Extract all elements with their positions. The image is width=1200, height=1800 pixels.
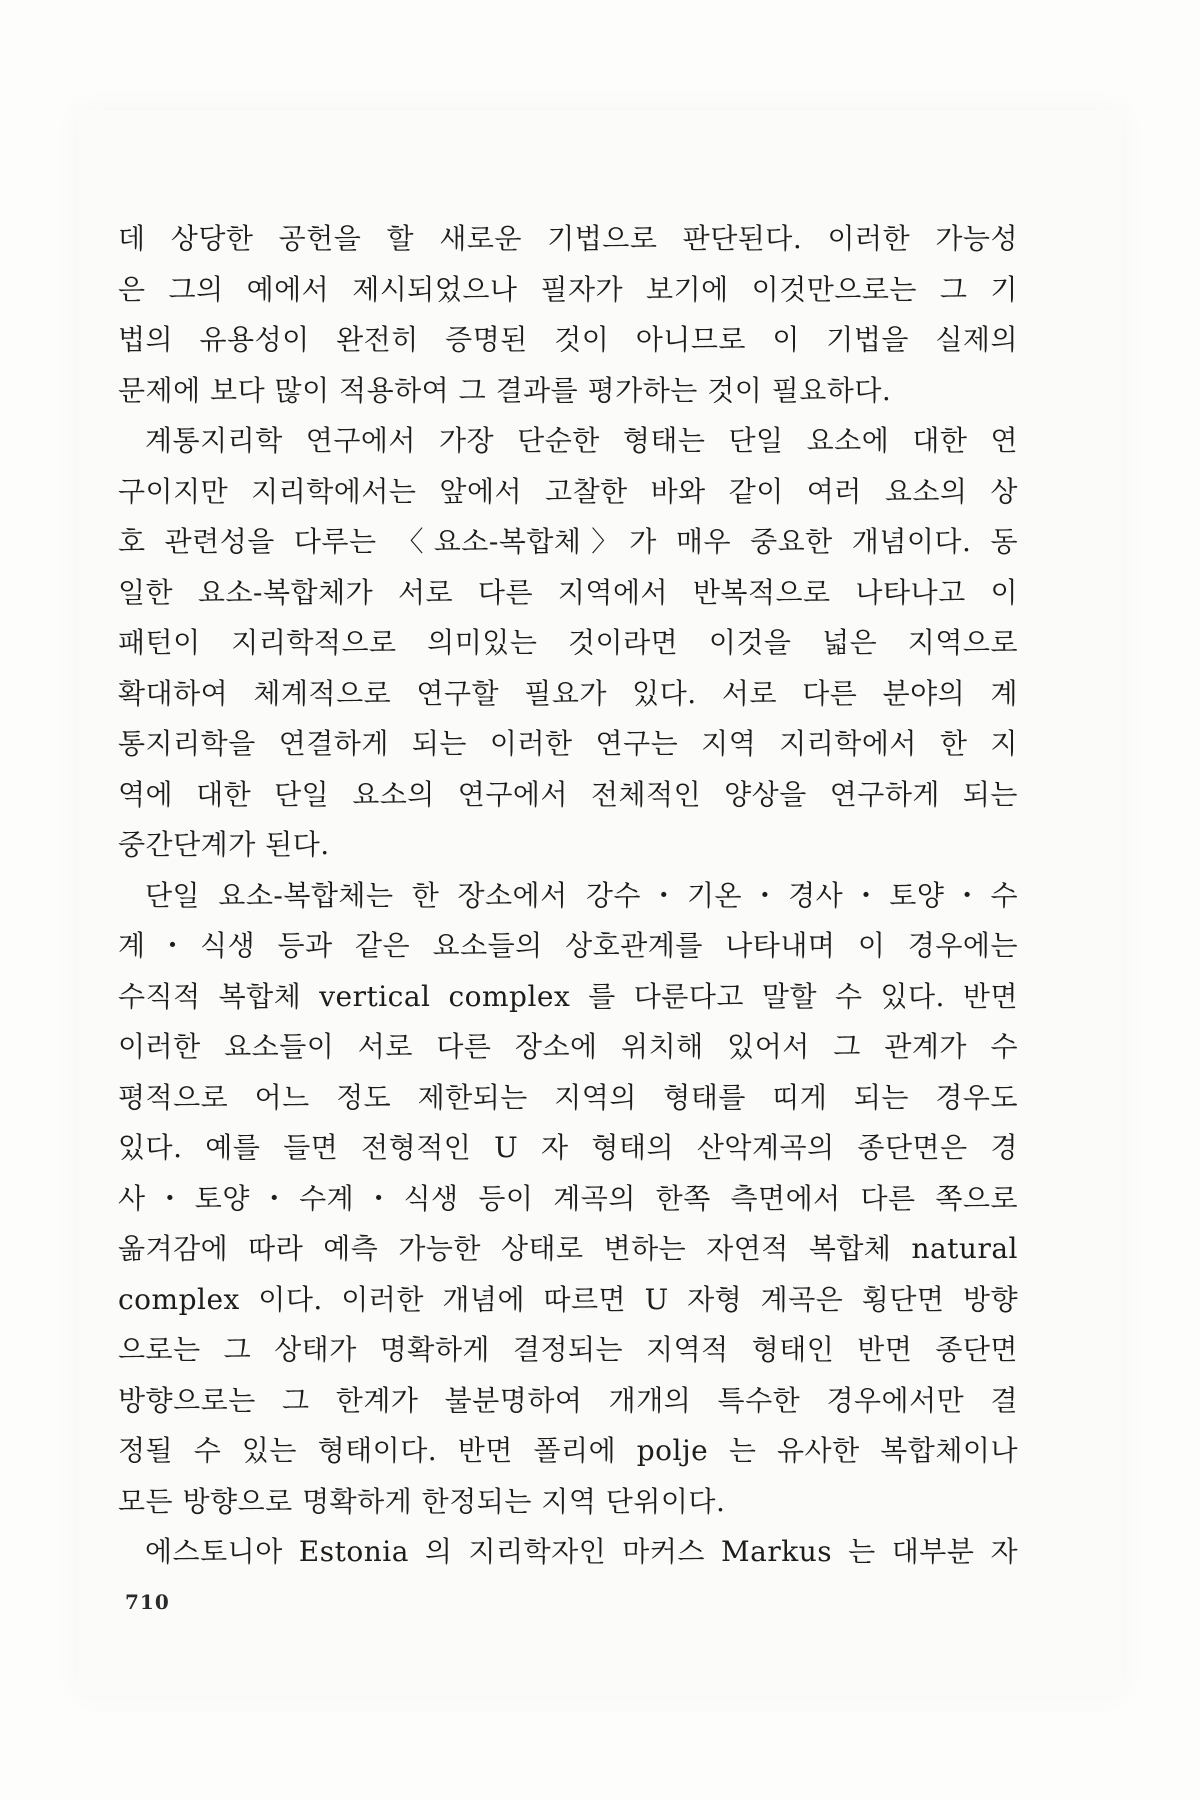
text-line: 계・식생 등과 같은 요소들의 상호관계를 나타내며 이 경우에는 xyxy=(118,929,1018,962)
text-line: complex 이다. 이러한 개념에 따르면 U 자형 계곡은 횡단면 방향 xyxy=(118,1282,1018,1316)
text-line: 으로는 그 상태가 명확하게 결정되는 지역적 형태인 반면 종단면 xyxy=(118,1333,1018,1366)
text-line: 데 상당한 공헌을 할 새로운 기법으로 판단된다. 이러한 가능성 xyxy=(118,222,1018,255)
text-line: 패턴이 지리학적으로 의미있는 것이라면 이것을 넓은 지역으로 xyxy=(118,626,1018,659)
text-line: 역에 대한 단일 요소의 연구에서 전체적인 양상을 연구하게 되는 xyxy=(118,777,1018,811)
text-line: 확대하여 체계적으로 연구할 필요가 있다. 서로 다른 분야의 계 xyxy=(118,676,1018,710)
text-line: 수직적 복합체 vertical complex 를 다룬다고 말할 수 있다. 반면 xyxy=(118,979,1018,1013)
text-line: 평적으로 어느 정도 제한되는 지역의 형태를 띠게 되는 경우도 xyxy=(118,1080,1018,1114)
text-line: 통지리학을 연결하게 되는 이러한 연구는 지역 지리학에서 한 지 xyxy=(118,727,1018,760)
text-line: 호 관련성을 다루는 〈요소-복합체〉가 매우 중요한 개념이다. 동 xyxy=(118,525,1018,558)
text-line: 옮겨감에 따라 예측 가능한 상태로 변하는 자연적 복합체 natural xyxy=(118,1232,1018,1265)
paragraph-start-line: 단일 요소-복합체는 한 장소에서 강수・기온・경사・토양・수 xyxy=(145,878,1018,912)
text-line: 사・토양・수계・식생 등이 계곡의 한쪽 측면에서 다른 쪽으로 xyxy=(118,1181,1018,1215)
body-text xyxy=(118,214,1018,1578)
text-line: 방향으로는 그 한계가 불분명하여 개개의 특수한 경우에서만 결 xyxy=(118,1383,1018,1417)
text-line: 일한 요소-복합체가 서로 다른 지역에서 반복적으로 나타나고 이 xyxy=(118,575,1018,609)
page-number: 710 xyxy=(125,1590,170,1614)
text-line: 모든 방향으로 명확하게 한정되는 지역 단위이다. xyxy=(118,1484,726,1518)
paragraph-start-line: 에스토니아 Estonia 의 지리학자인 마커스 Markus 는 대부분 자 xyxy=(145,1535,1018,1568)
text-line: 있다. 예를 들면 전형적인 U 자 형태의 산악계곡의 종단면은 경 xyxy=(118,1131,1018,1164)
text-line: 구이지만 지리학에서는 앞에서 고찰한 바와 같이 여러 요소의 상 xyxy=(118,474,1018,508)
text-line: 정될 수 있는 형태이다. 반면 폴리에 polje 는 유사한 복합체이나 xyxy=(118,1434,1018,1467)
text-line: 법의 유용성이 완전히 증명된 것이 아니므로 이 기법을 실제의 xyxy=(118,323,1018,356)
text-line: 문제에 보다 많이 적용하여 그 결과를 평가하는 것이 필요하다. xyxy=(118,373,892,407)
text-line: 이러한 요소들이 서로 다른 장소에 위치해 있어서 그 관계가 수 xyxy=(118,1030,1018,1063)
text-line: 은 그의 예에서 제시되었으나 필자가 보기에 이것만으로는 그 기 xyxy=(118,272,1018,306)
text-line: 중간단계가 된다. xyxy=(118,828,330,861)
paragraph-start-line: 계통지리학 연구에서 가장 단순한 형태는 단일 요소에 대한 연 xyxy=(145,424,1018,457)
